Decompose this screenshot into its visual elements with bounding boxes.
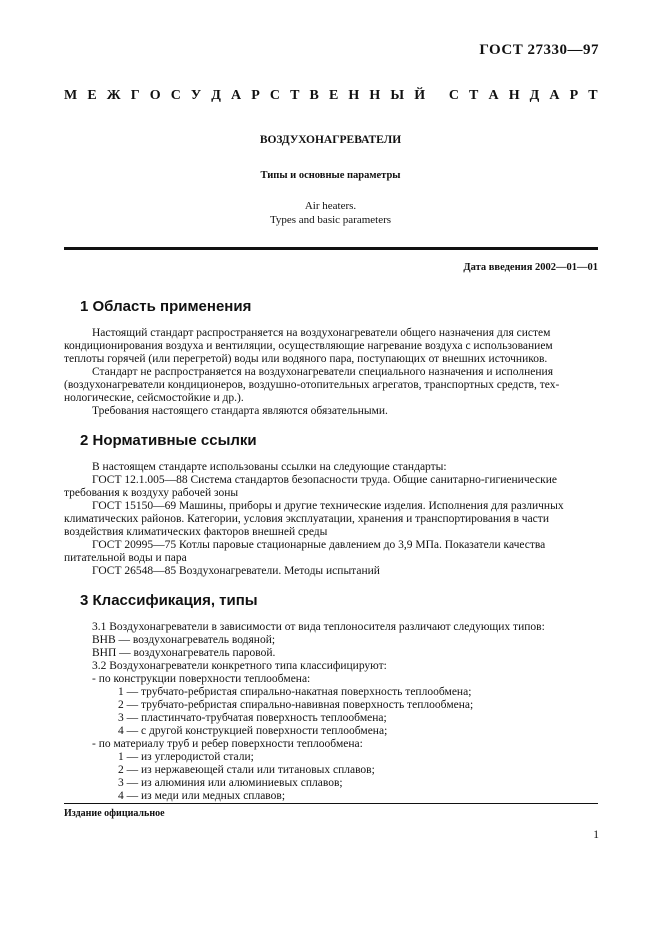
section-heading: 1 Область применения <box>80 298 252 315</box>
text-line: 3 — пластинчато-трубчатая поверхность теплообмена; <box>118 712 387 724</box>
document-title-en: Air heaters. <box>304 200 357 212</box>
text-line: Требования настоящего стандарта являются обязательными. <box>92 405 388 417</box>
banner-letter: Р <box>569 88 579 103</box>
banner-letter: Ы <box>390 88 405 103</box>
text-line: 3 — из алюминия или алюминиевых сплавов; <box>118 777 343 789</box>
text-line: В настоящем стандарте использованы ссылки на следующие стандарты: <box>92 461 447 473</box>
text-line: климатических районов. Категории, условия эксплуатации, хранения и транспортирования в части <box>64 513 549 525</box>
banner-letter: Н <box>508 88 520 103</box>
text-line: питательной воды и пара <box>64 552 187 564</box>
text-line: ВНВ — воздухонагреватель водяной; <box>92 634 276 646</box>
text-line: 3.2 Воздухонагреватели конкретного типа классифицируют: <box>92 660 387 672</box>
banner-letter: Р <box>251 88 260 103</box>
gost-number: ГОСТ 27330—97 <box>479 42 599 58</box>
section-heading: 2 Нормативные ссылки <box>80 432 257 449</box>
effective-date: Дата введения 2002—01—01 <box>463 262 598 273</box>
document-subtitle-en: Types and basic parameters <box>269 214 392 226</box>
footer-rule <box>64 803 598 804</box>
text-line: ГОСТ 15150—69 Машины, приборы и другие технические изделия. Исполнения для различных <box>92 500 564 512</box>
banner-letter: Т <box>469 88 479 103</box>
banner-letter: С <box>269 88 281 103</box>
banner-letter: Н <box>369 88 381 103</box>
text-line: требования к воздуху рабочей зоны <box>64 487 239 499</box>
text-line: 2 — трубчато-ребристая спирально-навивная поверхность теплообмена; <box>118 699 474 711</box>
text-line: (воздухонагреватели кондиционеров, воздушно-отопительных агрегатов, транспортных средств, тех- <box>64 379 560 391</box>
banner-letter: Й <box>414 88 426 103</box>
banner-letter: Ж <box>106 88 121 103</box>
banner-letter: Д <box>211 88 221 103</box>
text-line: - по конструкции поверхности теплообмена: <box>92 673 311 685</box>
banner-letter: В <box>309 88 319 103</box>
text-line: ГОСТ 20995—75 Котлы паровые стационарные давлением до 3,9 МПа. Показатели качества <box>92 539 546 551</box>
text-line: - по материалу труб и ребер поверхности теплообмена: <box>92 738 363 750</box>
page-number: 1 <box>593 829 599 841</box>
text-line: 1 — трубчато-ребристая спирально-накатная поверхность теплообмена; <box>118 686 472 698</box>
text-line: воздействия климатических факторов внешней среды <box>64 526 328 538</box>
banner-letter: Г <box>130 88 140 103</box>
text-line: Настоящий стандарт распространяется на воздухонагреватели общего назначения для систем <box>92 327 551 339</box>
banner-letter: Е <box>328 88 339 103</box>
banner-letter: А <box>549 88 560 103</box>
banner-letter: М <box>64 88 78 103</box>
banner-letter: У <box>190 88 202 103</box>
text-line: Стандарт не распространяется на воздухонагреватели специального назначения и исполнения <box>92 366 553 378</box>
text-line: 4 — из меди или медных сплавов; <box>118 790 286 802</box>
banner-letter: Е <box>87 88 97 103</box>
header-rule <box>64 247 598 250</box>
text-line: 1 — из углеродистой стали; <box>118 751 254 763</box>
document-subtitle: Типы и основные параметры <box>260 170 401 181</box>
section-heading: 3 Классификация, типы <box>80 592 258 609</box>
banner-letter: С <box>170 88 181 103</box>
text-line: теплоты горячей (или перегретой) воды или водяного пара, поступающих от внешних источников. <box>64 353 548 365</box>
banner-letter: Н <box>348 88 360 103</box>
banner-letter <box>435 88 439 104</box>
text-line: 3.1 Воздухонагреватели в зависимости от вида теплоносителя различают следующих типов: <box>92 621 545 633</box>
banner-letter: А <box>488 88 499 103</box>
text-line: нологические, сейсмостойкие и др.). <box>64 392 244 404</box>
banner-letter: А <box>231 88 242 103</box>
text-line: ВНП — воздухонагреватель паровой. <box>92 647 276 659</box>
text-line: кондиционирования воздуха и вентиляции, осуществляющие нагревание воздуха с использованием <box>64 340 553 352</box>
official-edition-label: Издание официальное <box>64 808 165 819</box>
banner-letter: С <box>448 88 459 103</box>
text-line: ГОСТ 26548—85 Воздухонагреватели. Методы испытаний <box>92 565 380 577</box>
document-title: ВОЗДУХОНАГРЕВАТЕЛИ <box>259 134 402 146</box>
interstate-standard-banner <box>64 88 598 104</box>
banner-letter: Т <box>588 88 598 103</box>
text-line: 4 — с другой конструкцией поверхности теплообмена; <box>118 725 388 737</box>
text-line: ГОСТ 12.1.005—88 Система стандартов безопасности труда. Общие санитарно-гигиенические <box>92 474 557 486</box>
banner-letter: О <box>149 88 161 103</box>
banner-letter: Д <box>529 88 540 103</box>
text-line: 2 — из нержавеющей стали или титановых сплавов; <box>118 764 375 776</box>
banner-letter: Т <box>290 88 300 103</box>
